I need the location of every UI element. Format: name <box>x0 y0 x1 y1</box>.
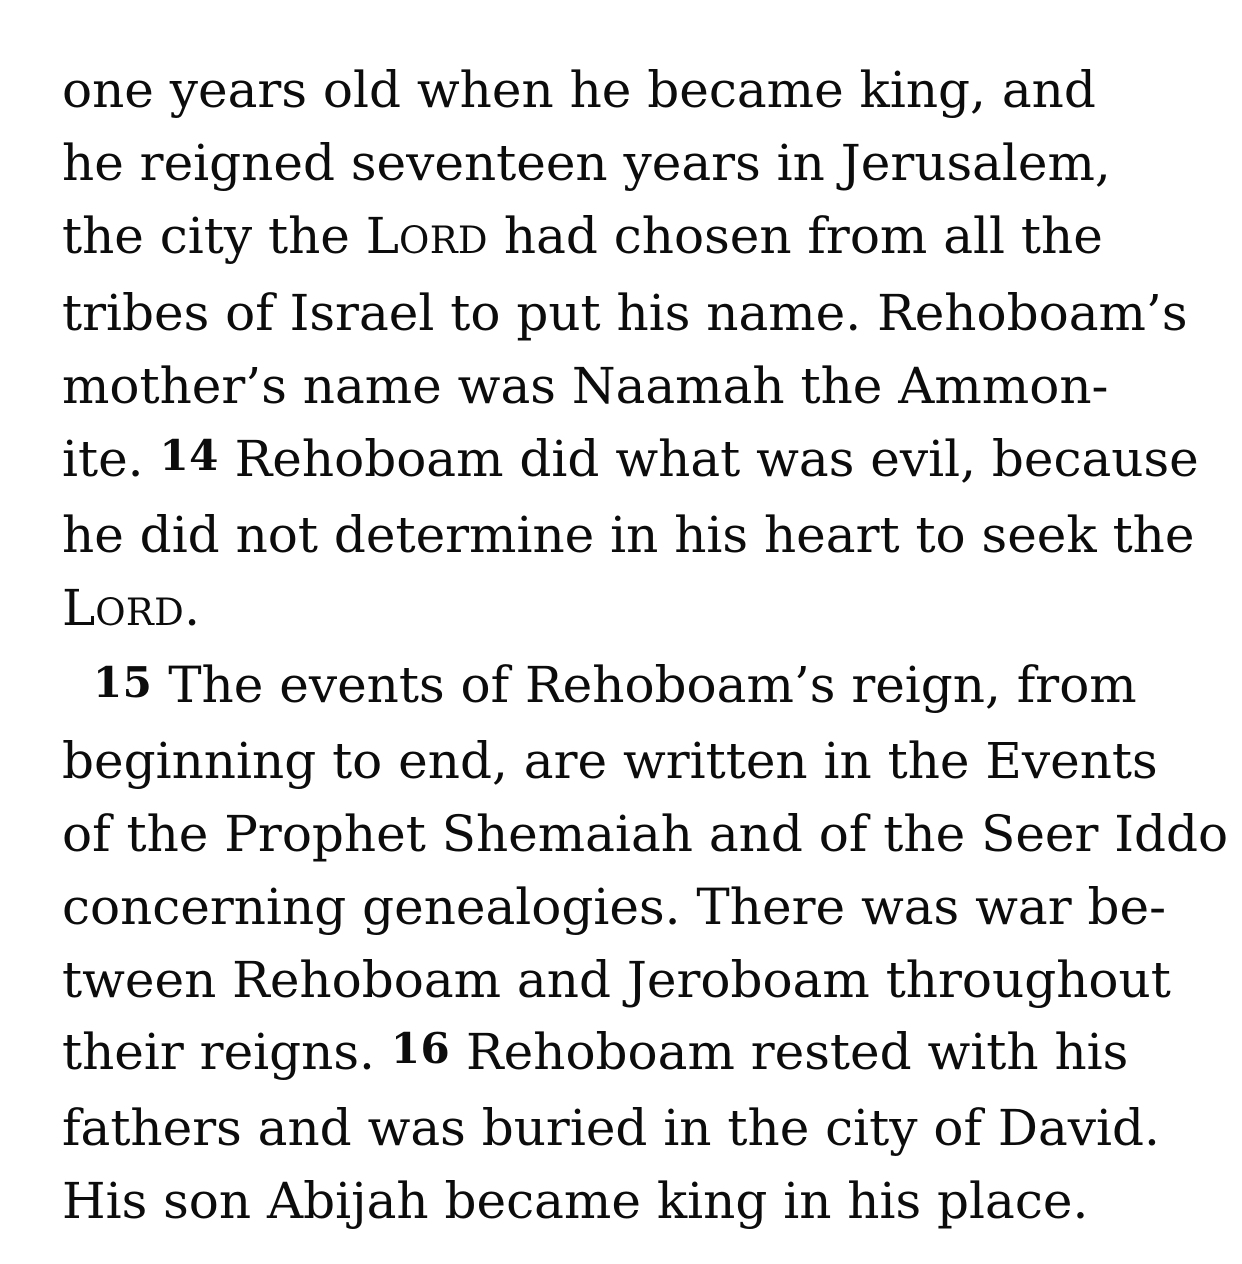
text-line <box>62 350 1202 423</box>
body-text: the city the <box>62 206 366 265</box>
verse-number: 16 <box>390 1024 451 1074</box>
body-text: ite. <box>62 429 160 488</box>
body-text: tween Rehoboam and Jeroboam throughout <box>62 950 1171 1009</box>
body-text: fathers and was buried in the city of David. <box>62 1099 1160 1158</box>
text-line <box>62 649 1202 725</box>
text-line <box>62 127 1202 200</box>
text-line <box>62 798 1229 871</box>
body-text: beginning to end, are written in the Events <box>62 732 1158 791</box>
divine-name-small-caps <box>62 579 184 637</box>
text-line <box>62 944 1202 1017</box>
small-caps-rest: ORD <box>399 218 488 262</box>
body-text: His son Abijah became king in his place. <box>62 1171 1089 1230</box>
paragraph <box>62 649 1229 1237</box>
text-line <box>62 499 1202 572</box>
text-line <box>62 871 1202 944</box>
body-text: . <box>184 578 201 637</box>
text-line <box>62 1092 1202 1165</box>
text-line <box>62 1165 1202 1238</box>
body-text: had chosen from all the <box>487 206 1103 265</box>
body-text: tribes of Israel to put his name. Rehoboam’s <box>62 284 1188 343</box>
body-text: one years old when he became king, and <box>62 61 1096 119</box>
body-text: The events of Rehoboam’s reign, from <box>152 656 1137 715</box>
body-text: Rehoboam rested with his <box>450 1023 1129 1082</box>
paragraph <box>62 54 1202 649</box>
body-text: concerning genealogies. There was war be- <box>62 877 1167 936</box>
body-text: of the Prophet Shemaiah and of the Seer Iddo <box>62 804 1229 863</box>
text-line <box>62 423 1202 499</box>
verse-number: 15 <box>93 657 153 707</box>
text-line <box>62 200 1202 278</box>
small-caps-initial: L <box>62 578 96 637</box>
small-caps-rest: ORD <box>95 590 185 634</box>
body-text: he did not determine in his heart to seek the <box>62 505 1195 564</box>
divine-name-small-caps <box>366 207 488 265</box>
verse-number: 14 <box>159 431 219 481</box>
small-caps-initial: L <box>365 206 399 265</box>
text-line <box>62 725 1202 798</box>
body-text: he reigned seventeen years in Jerusalem, <box>62 133 1111 192</box>
text-line <box>62 572 1202 650</box>
text-line <box>62 277 1202 350</box>
text-line <box>62 54 1202 127</box>
passage-text <box>62 54 1229 1238</box>
text-line <box>62 1016 1202 1092</box>
body-text: mother’s name was Naamah the Ammon- <box>62 357 1109 416</box>
body-text: their reigns. <box>62 1023 391 1082</box>
body-text: Rehoboam did what was evil, because <box>218 429 1199 488</box>
